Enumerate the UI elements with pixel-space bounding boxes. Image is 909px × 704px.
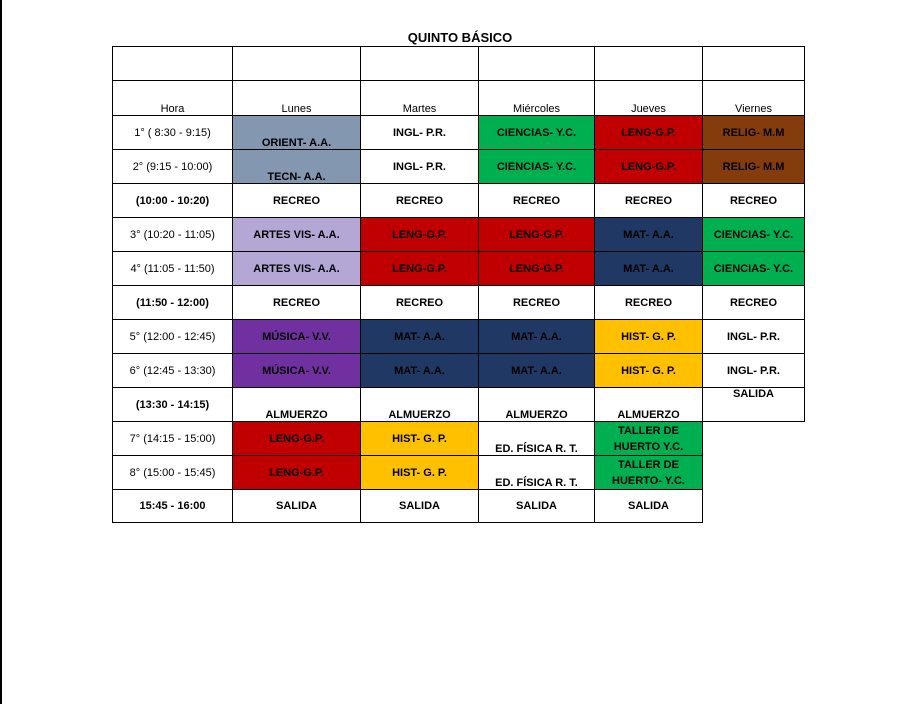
time-cell: 6° (12:45 - 13:30)	[113, 354, 233, 388]
header-lunes: Lunes	[233, 81, 361, 116]
empty-row	[113, 47, 805, 81]
class-cell: SALIDA	[361, 490, 479, 523]
header-hora: Hora	[113, 81, 233, 116]
class-cell: ED. FÍSICA R. T.	[479, 422, 595, 456]
table-row	[113, 252, 805, 286]
class-cell: ARTES VIS- A.A.	[233, 218, 361, 252]
table-row	[113, 422, 805, 456]
empty-cell	[233, 47, 361, 81]
empty-cell	[361, 47, 479, 81]
class-cell: TALLER DE HUERTO- Y.C.	[595, 456, 703, 490]
time-cell: (10:00 - 10:20)	[113, 184, 233, 218]
class-cell: LENG-G.P.	[233, 456, 361, 490]
time-cell: 8° (15:00 - 15:45)	[113, 456, 233, 490]
class-cell: INGL- P.R.	[361, 116, 479, 150]
class-cell: RECREO	[595, 184, 703, 218]
class-cell: RECREO	[479, 184, 595, 218]
class-cell: SALIDA	[595, 490, 703, 523]
empty-cell	[113, 47, 233, 81]
time-cell: 5° (12:00 - 12:45)	[113, 320, 233, 354]
time-cell: 1° ( 8:30 - 9:15)	[113, 116, 233, 150]
schedule-title: QUINTO BÁSICO	[407, 30, 513, 45]
class-cell: ALMUERZO	[361, 388, 479, 422]
class-cell: CIENCIAS- Y.C.	[479, 150, 595, 184]
class-cell: CIENCIAS- Y.C.	[703, 218, 805, 252]
class-cell: LENG-G.P.	[361, 218, 479, 252]
empty-cell	[703, 456, 805, 490]
class-cell: MAT- A.A.	[595, 218, 703, 252]
class-cell: RECREO	[233, 286, 361, 320]
class-cell: RELIG- M.M	[703, 116, 805, 150]
class-cell: MÚSICA- V.V.	[233, 320, 361, 354]
time-cell: 7° (14:15 - 15:00)	[113, 422, 233, 456]
class-cell: RECREO	[703, 286, 805, 320]
time-cell: (13:30 - 14:15)	[113, 388, 233, 422]
class-cell: SALIDA	[703, 388, 805, 422]
table-row	[113, 116, 805, 150]
class-cell: SALIDA	[479, 490, 595, 523]
header-jueves: Jueves	[595, 81, 703, 116]
class-cell: HIST- G. P.	[595, 354, 703, 388]
class-cell: MAT- A.A.	[361, 354, 479, 388]
class-cell: ALMUERZO	[233, 388, 361, 422]
empty-cell	[703, 47, 805, 81]
class-cell: TECN- A.A.	[233, 150, 361, 184]
class-cell: LENG-G.P.	[361, 252, 479, 286]
time-cell: 4° (11:05 - 11:50)	[113, 252, 233, 286]
class-cell: INGL- P.R.	[361, 150, 479, 184]
class-cell: RECREO	[703, 184, 805, 218]
class-cell: LENG-G.P.	[479, 218, 595, 252]
table-row	[113, 184, 805, 218]
class-cell: HIST- G. P.	[595, 320, 703, 354]
class-cell: HIST- G. P.	[361, 456, 479, 490]
class-cell: MAT- A.A.	[479, 354, 595, 388]
class-cell: RECREO	[479, 286, 595, 320]
empty-cell	[479, 47, 595, 81]
class-cell: HIST- G. P.	[361, 422, 479, 456]
time-cell: 15:45 - 16:00	[113, 490, 233, 523]
table-row	[113, 354, 805, 388]
time-cell: (11:50 - 12:00)	[113, 286, 233, 320]
class-cell: INGL- P.R.	[703, 354, 805, 388]
class-cell: SALIDA	[233, 490, 361, 523]
time-cell: 2° (9:15 - 10:00)	[113, 150, 233, 184]
empty-cell	[595, 47, 703, 81]
table-row	[113, 320, 805, 354]
class-cell: ED. FÍSICA R. T.	[479, 456, 595, 490]
header-martes: Martes	[361, 81, 479, 116]
page-left-border	[0, 0, 2, 704]
class-cell: MÚSICA- V.V.	[233, 354, 361, 388]
schedule-table	[112, 46, 805, 523]
table-row	[113, 388, 805, 422]
class-cell: RECREO	[361, 286, 479, 320]
table-row	[113, 150, 805, 184]
empty-cell	[703, 490, 805, 523]
header-viernes: Viernes	[703, 81, 805, 116]
empty-cell	[703, 422, 805, 456]
class-cell: LENG-G.P.	[233, 422, 361, 456]
table-row	[113, 218, 805, 252]
class-cell: RECREO	[595, 286, 703, 320]
class-cell: ORIENT- A.A.	[233, 116, 361, 150]
class-cell: CIENCIAS- Y.C.	[479, 116, 595, 150]
class-cell: RECREO	[361, 184, 479, 218]
class-cell: CIENCIAS- Y.C.	[703, 252, 805, 286]
class-cell: LENG-G.P.	[479, 252, 595, 286]
class-cell: ALMUERZO	[595, 388, 703, 422]
header-row	[113, 81, 805, 116]
table-row	[113, 456, 805, 490]
table-row	[113, 286, 805, 320]
class-cell: TALLER DE HUERTO Y.C.	[595, 422, 703, 456]
class-cell: MAT- A.A.	[595, 252, 703, 286]
class-cell: RECREO	[233, 184, 361, 218]
class-cell: ARTES VIS- A.A.	[233, 252, 361, 286]
class-cell: MAT- A.A.	[479, 320, 595, 354]
table-row	[113, 490, 805, 523]
time-cell: 3° (10:20 - 11:05)	[113, 218, 233, 252]
class-cell: ALMUERZO	[479, 388, 595, 422]
class-cell: LENG-G.P.	[595, 150, 703, 184]
class-cell: LENG-G.P.	[595, 116, 703, 150]
header-miercoles: Miércoles	[479, 81, 595, 116]
class-cell: RELIG- M.M	[703, 150, 805, 184]
class-cell: MAT- A.A.	[361, 320, 479, 354]
class-cell: INGL- P.R.	[703, 320, 805, 354]
